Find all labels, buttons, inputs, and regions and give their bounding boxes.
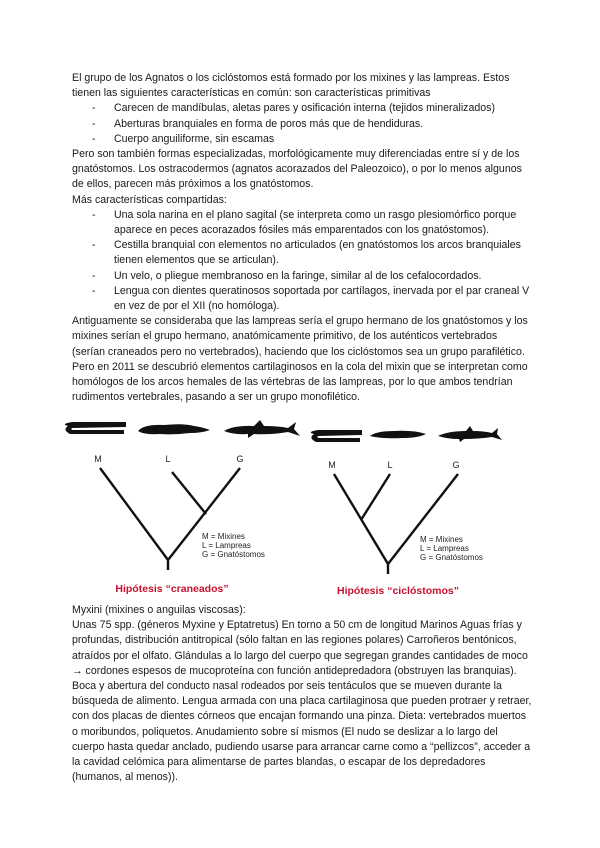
legend-g: G = Gnatóstomos <box>202 550 265 559</box>
node-label-l: L <box>387 460 393 470</box>
common-traits-list <box>72 101 532 147</box>
legend-g: G = Gnatóstomos <box>420 553 483 562</box>
hagfish-icon <box>65 422 126 434</box>
node-label-g: G <box>236 454 244 464</box>
lamprey-icon <box>370 431 426 438</box>
phylogeny-figure <box>64 418 504 600</box>
caption-ciclostomos: Hipótesis “ciclóstomos” <box>337 585 459 597</box>
tree-craneados <box>65 420 300 595</box>
legend-m: M = Mixines <box>420 535 463 544</box>
intro-paragraph: El grupo de los Agnatos o los ciclóstomos está formado por los mixines y las lampreas. Estos tienen las siguientes características en común: son características primitivas <box>72 72 510 100</box>
section-myxini <box>72 603 532 785</box>
node-label-m: M <box>94 454 102 464</box>
list-item: - Un velo, o pliegue membranoso en la faringe, similar al de los cefalocordados. <box>72 269 532 284</box>
legend-l: L = Lampreas <box>420 544 469 553</box>
node-label-l: L <box>165 454 171 464</box>
section-agnatos <box>72 71 532 405</box>
shared-traits-list <box>72 208 532 314</box>
node-label-g: G <box>452 460 460 470</box>
specialized-paragraph: Pero son también formas especializadas, morfológicamente muy diferenciadas entre sí y de los gnatóstomos. Los ostracodermos (agnatos acorazados del Paleozoico), o por lo menos algunos de ellos, parecen más próximos a los gnatóstomos. <box>72 148 522 191</box>
list-item: - Carecen de mandíbulas, aletas pares y osificación interna (tejidos mineralizados) <box>72 101 532 116</box>
history-paragraph: Antiguamente se consideraba que las lampreas sería el grupo hermano de los gnatóstomos y los mixines serían el grupo hermano, anatómicamente primitivo, de los auténticos vertebrados (serían craneados pero no vertebrados), haciendo que los ciclóstomos sea un grupo parafilético. Pero en 2011 se descubrió elementos cartilaginosos en la cola del mixin que se interpretan como homólogos de los arcos hemales de las vértebras de las lampreas, por lo que ambos tendrían rudimentos vertebrales, pasando a ser un grupo monofilético. <box>72 315 528 404</box>
node-label-m: M <box>328 460 336 470</box>
shark-icon <box>224 420 300 438</box>
shared-traits-title: Más características compartidas: <box>72 193 227 206</box>
caption-craneados: Hipótesis “craneados” <box>115 583 229 595</box>
list-item: - Cestilla branquial con elementos no articulados (en gnatóstomos los arcos branquiales tienen elementos que se articulan). <box>72 238 532 268</box>
myxini-body: Unas 75 spp. (géneros Myxine y Eptatretus) En torno a 50 cm de longitud Marinos Aguas frías y profundas, distribución antitropical (sólo faltan en las regiones polares) Carroñeros bentónicos, atraídos por el olfato. Glándulas a lo largo del cuerpo que segregan grandes cantidades de moco → cordones espesos de mucoproteína con función antidepredadora (obstruyen las branquias). Boca y abertura del conducto nasal rodeados por seis tentáculos que se mueven durante la búsqueda de alimento. Lengua armada con una placa cartilaginosa que pueden protraer y retraer, con dos placas de dientes córneos que encajan formando una pinza. Dieta: vertebrados muertos o moribundos, poliquetos. Anudamiento sobre sí mismos (El nudo se deslizar a lo largo del cuerpo hasta quedar anclado, pudiendo usarse para arrancar carne como a “pellizcos”, acceder a la cavidad celómica para alimentarse de partes blandas, o escapar de los depredadores (humanos, al menos)). <box>72 619 532 784</box>
myxini-heading: Myxini (mixines o anguilas viscosas): <box>72 604 246 616</box>
tree-ciclostomos <box>311 426 502 597</box>
list-item: - Cuerpo anguiliforme, sin escamas <box>72 132 532 147</box>
lamprey-icon <box>138 424 210 434</box>
legend-m: M = Mixines <box>202 532 245 541</box>
list-item: - Una sola narina en el plano sagital (se interpreta como un rasgo plesiomórfico porque aparece en peces acorazados fósiles más emparentados con los gnatóstomos). <box>72 208 532 238</box>
legend-l: L = Lampreas <box>202 541 251 550</box>
list-item: - Lengua con dientes queratinosos soportada por cartílagos, inervada por el par craneal V en vez de por el XII (no homóloga). <box>72 284 532 314</box>
shark-icon <box>438 426 502 442</box>
list-item: - Aberturas branquiales en forma de poros más que de hendiduras. <box>72 117 532 132</box>
hagfish-icon <box>311 430 362 442</box>
